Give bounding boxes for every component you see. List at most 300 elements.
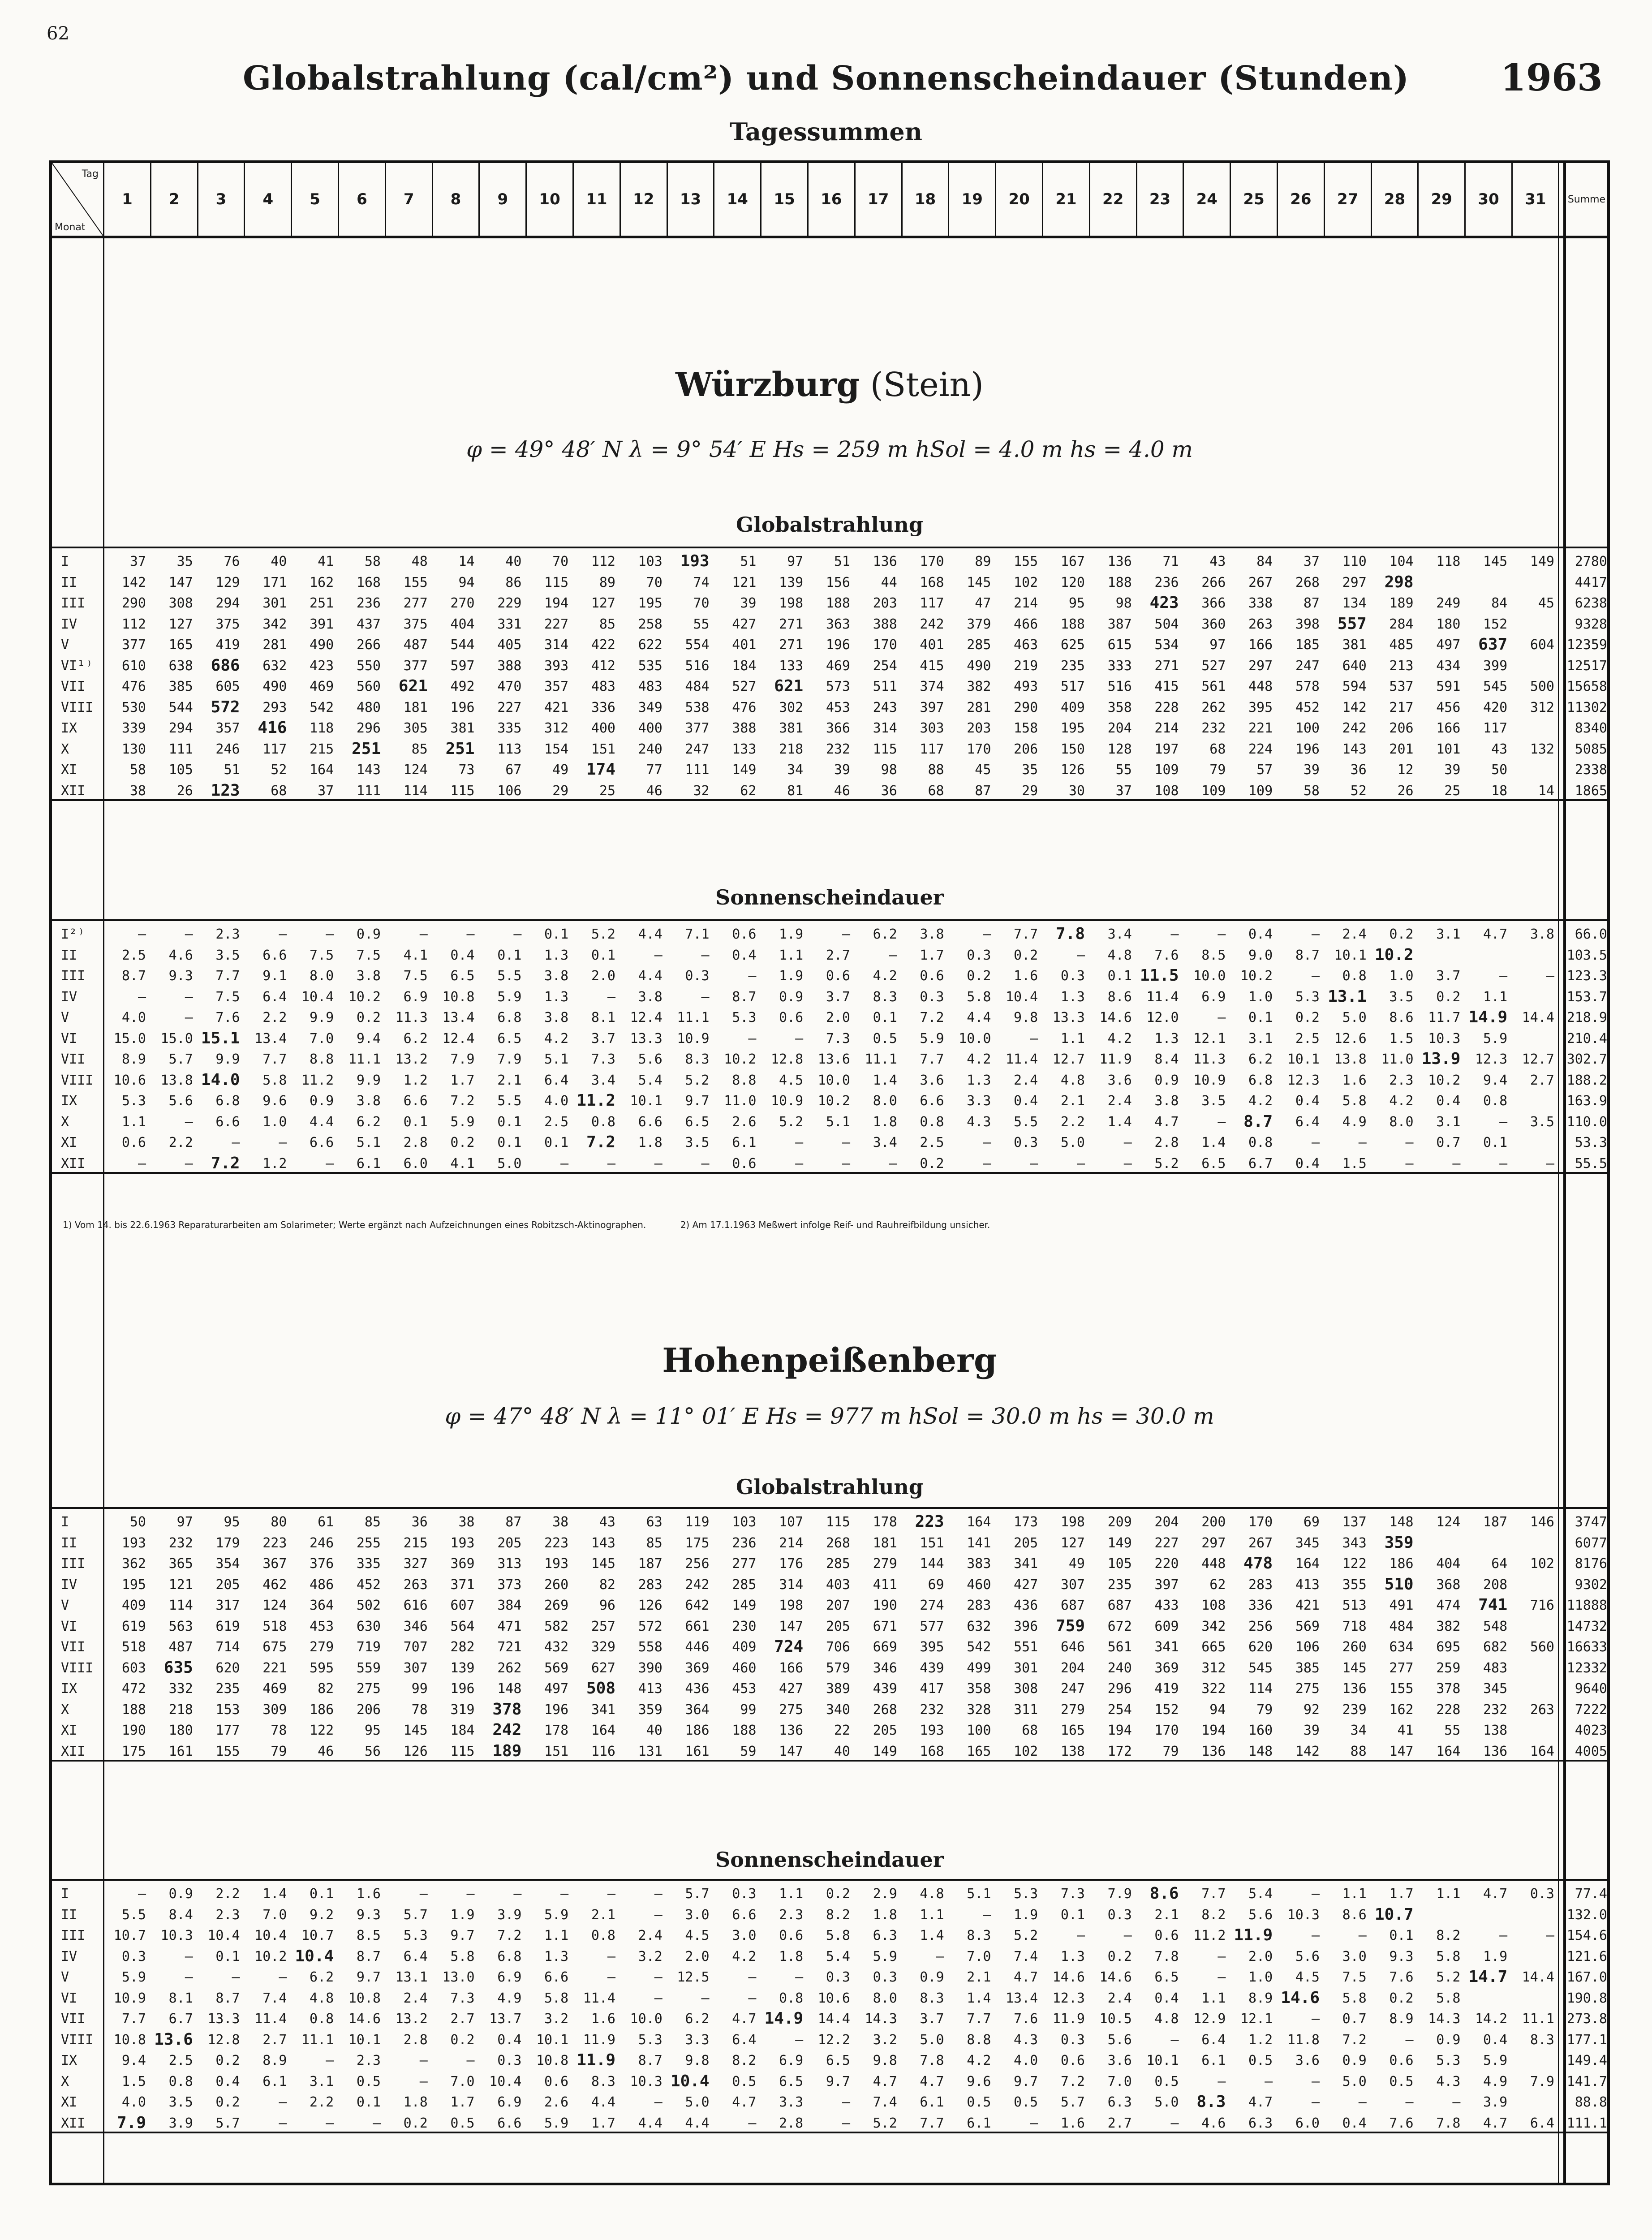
table-row [52,781,1607,802]
table-cell: 219 [1014,658,1038,674]
table-cell: 103 [638,554,663,569]
table-cell: 0.2 [920,1155,944,1172]
table-cell: 193 [544,1556,569,1572]
table-cell: 0.6 [1389,2053,1414,2068]
table-cell: 2.0 [685,1948,710,1964]
table-cell: 12.1 [1240,2011,1273,2027]
table-cell: 5.8 [1342,1093,1367,1109]
table-cell: 470 [497,679,522,694]
day-header-30: 30 [1464,163,1511,236]
table-cell: – [1076,1155,1085,1172]
table-cell: 11.2 [301,1072,334,1088]
table-cell: 196 [826,637,850,653]
table-cell: 170 [1154,1723,1179,1738]
table-cell: 616 [403,1598,428,1613]
table-cell: – [185,1114,193,1130]
table-cell: – [419,1886,428,1902]
table-cell: 283 [638,1577,663,1593]
table-cell: 162 [1389,1702,1414,1718]
table-cell: 0.3 [497,2053,522,2068]
table-cell: 6.5 [685,1114,710,1130]
table-cell: 4.1 [403,947,428,963]
global-table [52,547,1607,801]
table-cell: 185 [1295,637,1320,653]
table-cell: 308 [168,595,193,611]
table-cell: 68 [928,783,944,799]
table-cell: 0.1 [1248,1010,1273,1025]
table-cell: 5.0 [1342,2073,1367,2089]
table-cell: 6.9 [1201,989,1226,1005]
table-cell: 7.9 [497,1051,522,1067]
table-cell: 69 [1303,1514,1320,1530]
table-cell: 45 [1538,595,1554,611]
table-cell: 382 [1436,1618,1461,1634]
table-cell: 564 [450,1618,475,1634]
table-row [52,635,1607,656]
table-cell: 1.3 [544,947,569,963]
table-cell: – [1546,1928,1554,1943]
table-cell: 5.9 [544,2115,569,2131]
table-cell: – [185,989,193,1005]
row-summe: 88.8 [1575,2094,1607,2110]
table-cell: 138 [1483,1723,1508,1738]
table-cell: 5.4 [638,1072,663,1088]
table-cell: 8.4 [1154,1051,1179,1067]
table-cell: 1.9 [1483,1948,1508,1964]
table-cell: 346 [873,1660,897,1676]
table-cell: 3.2 [638,1948,663,1964]
table-cell: 6.2 [685,2011,710,2027]
table-cell: 10.4 [670,2072,710,2090]
table-cell: 401 [920,637,944,653]
table-cell: 1.7 [450,2094,475,2110]
month-label: VII [61,679,86,694]
table-cell: – [1170,926,1179,942]
table-cell: – [748,1030,757,1047]
table-cell: 686 [211,656,240,675]
table-cell: 434 [1436,658,1461,674]
table-cell: 504 [1154,616,1179,632]
table-cell: 400 [638,720,663,736]
table-cell: 382 [967,679,991,694]
table-cell: 71 [1162,554,1179,569]
table-row [52,552,1607,573]
table-cell: 0.3 [967,947,991,963]
table-cell: 52 [1350,783,1367,799]
table-cell: 5.9 [1483,1030,1508,1047]
table-cell: 510 [1384,1575,1414,1594]
month-label: VIII [61,2032,94,2048]
table-cell: 215 [403,1535,428,1551]
table-cell: 0.6 [732,1155,757,1172]
table-cell: 2.1 [1154,1907,1179,1923]
table-cell: 6.3 [1107,2094,1132,2110]
table-cell: 335 [356,1556,381,1572]
table-cell: 259 [1436,1660,1461,1676]
table-cell: 263 [403,1577,428,1593]
table-cell: 419 [1154,1681,1179,1697]
table-cell: 369 [685,1660,710,1676]
table-cell: 7.5 [310,947,334,963]
table-cell: 1.3 [1060,1948,1085,1964]
table-cell: 62 [1209,1577,1226,1593]
table-cell: 5.9 [450,1114,475,1130]
table-cell: – [1358,1928,1367,1943]
table-cell: 483 [638,679,663,694]
table-cell: 453 [826,699,850,715]
table-cell: 6.4 [732,2032,757,2048]
table-cell: 7.0 [262,1907,287,1923]
table-cell: 9.3 [1389,1948,1414,1964]
table-cell: 542 [967,1639,991,1655]
table-cell: 8.5 [1201,947,1226,963]
table-cell: 4.9 [1483,2073,1508,2089]
table-cell: 277 [1389,1660,1414,1676]
table-cell: 281 [262,637,287,653]
table-cell: 5.7 [215,2115,240,2131]
table-cell: – [1546,968,1554,984]
table-cell: – [748,1969,757,1985]
table-row [52,1154,1607,1175]
row-summe: 53.3 [1575,1135,1607,1150]
table-cell: 154 [544,741,569,757]
table-cell: 1.7 [450,1072,475,1088]
table-cell: 117 [262,741,287,757]
table-cell: – [607,1969,615,1985]
table-cell: 193 [450,1535,475,1551]
table-cell: 8.8 [967,2032,991,2048]
table-cell: 4.8 [1107,947,1132,963]
table-cell: 312 [1201,1660,1226,1676]
table-cell: 627 [591,1660,615,1676]
table-cell: 3.8 [544,1010,569,1025]
table-cell: 8.7 [1243,1112,1273,1131]
table-cell: 79 [1209,762,1226,778]
table-cell: 58 [129,762,146,778]
table-row [52,1926,1607,1947]
table-cell: 389 [826,1681,850,1697]
table-cell: 294 [168,720,193,736]
table-cell: 3.8 [356,968,381,984]
row-summe: 3747 [1575,1514,1607,1530]
table-cell: 1.5 [121,2073,146,2089]
table-cell: 5.9 [920,1030,944,1047]
table-row [52,719,1607,739]
table-cell: 332 [168,1681,193,1697]
table-cell: 187 [638,1556,663,1572]
row-summe: 14732 [1566,1618,1607,1634]
table-cell: 7.7 [920,1051,944,1067]
table-cell: 10.0 [959,1030,991,1047]
table-cell: 240 [638,741,663,757]
table-cell: 147 [779,1618,804,1634]
table-cell: 0.4 [1295,1093,1320,1109]
table-cell: 314 [544,637,569,653]
table-cell: 268 [1295,574,1320,590]
table-cell: 205 [873,1723,897,1738]
table-cell: 436 [1014,1598,1038,1613]
table-cell: 388 [732,720,757,736]
table-cell: – [1405,1135,1414,1150]
table-cell: 384 [497,1598,522,1613]
table-cell: 5.0 [1154,2094,1179,2110]
table-cell: 9.3 [356,1907,381,1923]
table-cell: 70 [646,574,663,590]
table-cell: 209 [1107,1514,1132,1530]
table-cell: 149 [732,762,757,778]
table-cell: – [654,1155,663,1172]
table-cell: 385 [168,679,193,694]
table-cell: – [1076,1928,1085,1943]
table-cell: 560 [1530,1639,1554,1655]
month-label: XII [61,783,86,799]
table-cell: 166 [779,1660,804,1676]
table-cell: 82 [599,1577,615,1593]
table-cell: – [654,947,663,963]
table-cell: 4.7 [873,2073,897,2089]
table-cell: 2.3 [215,1907,240,1923]
table-cell: 3.3 [685,2032,710,2048]
table-cell: 460 [732,1660,757,1676]
table-cell: 6.6 [215,1114,240,1130]
table-cell: 87 [975,783,991,799]
table-cell: – [983,1907,991,1923]
table-cell: 671 [873,1618,897,1634]
table-cell: 10.2 [254,1948,287,1964]
table-cell: 2.7 [1530,1072,1554,1088]
table-cell: 132 [1530,741,1554,757]
row-summe: 9328 [1575,616,1607,632]
table-cell: 1.4 [1201,1135,1226,1150]
table-cell: 116 [591,1743,615,1759]
table-cell: 0.2 [1436,989,1461,1005]
table-cell: 8.7 [121,968,146,984]
table-cell: 3.1 [1436,926,1461,942]
month-label: VI [61,1030,77,1047]
table-cell: 8.3 [920,1990,944,2006]
table-cell: 721 [497,1639,522,1655]
table-cell: 3.5 [685,1135,710,1150]
table-row [52,1554,1607,1575]
table-cell: 374 [920,679,944,694]
table-cell: 10.2 [348,989,381,1005]
table-cell: 307 [403,1660,428,1676]
table-cell: – [1123,1135,1132,1150]
table-cell: 37 [1115,783,1132,799]
table-cell: – [607,989,615,1005]
table-cell: 630 [356,1618,381,1634]
table-cell: 0.6 [779,1928,804,1943]
table-cell: 0.7 [1436,1135,1461,1150]
row-summe: 9302 [1575,1577,1607,1593]
table-cell: 297 [1342,574,1367,590]
table-cell: 8.3 [967,1928,991,1943]
table-cell: 357 [215,720,240,736]
table-cell: 162 [310,574,334,590]
table-cell: 195 [638,595,663,611]
table-cell: 277 [732,1556,757,1572]
table-cell: 267 [1248,574,1273,590]
table-cell: 2.8 [1154,1135,1179,1150]
table-cell: 3.8 [1530,926,1554,942]
table-cell: 3.0 [732,1928,757,1943]
table-cell: – [1405,2032,1414,2048]
table-cell: 2.5 [168,2053,193,2068]
month-label: VII [61,1639,86,1655]
table-cell: 247 [1295,658,1320,674]
table-cell: 0.1 [544,926,569,942]
station-coordinates: φ = 47° 48′ N λ = 11° 01′ E Hs = 977 m hSol = 30.0 m hs = 30.0 m [445,1403,1214,1429]
table-cell: 10.7 [301,1928,334,1943]
table-cell: 168 [356,574,381,590]
table-cell: 4.5 [1295,1969,1320,1985]
table-cell: 6.5 [450,968,475,984]
row-summe: 132.0 [1566,1907,1607,1923]
table-cell: 143 [591,1535,615,1551]
table-cell: 6.4 [1295,1114,1320,1130]
table-cell: 360 [1201,616,1226,632]
table-cell: 112 [591,554,615,569]
table-cell: 328 [967,1702,991,1718]
table-cell: 0.7 [1342,2011,1367,2027]
table-cell: 0.3 [1530,1886,1554,1902]
table-cell: 130 [121,741,146,757]
table-cell: 129 [215,574,240,590]
row-summe: 4005 [1575,1743,1607,1759]
row-summe: 190.8 [1566,1990,1607,2006]
table-cell: 0.1 [591,947,615,963]
table-cell: 2.7 [450,2011,475,2027]
table-cell: 10.1 [536,2032,569,2048]
table-cell: 345 [1295,1535,1320,1551]
table-cell: 7.3 [591,1051,615,1067]
table-cell: 186 [1389,1556,1414,1572]
table-cell: 1.6 [1014,968,1038,984]
table-cell: 8.2 [1436,1928,1461,1943]
table-cell: 232 [1201,720,1226,736]
table-cell: 365 [168,1556,193,1572]
table-cell: 2.5 [544,1114,569,1130]
row-summe: 177.1 [1566,2032,1607,2048]
table-cell: 9.0 [1248,947,1273,963]
table-cell: 106 [497,783,522,799]
table-cell: 513 [1342,1598,1367,1613]
month-label: I [61,554,69,569]
table-cell: 235 [1060,658,1085,674]
table-cell: 396 [1014,1618,1038,1634]
table-cell: 354 [215,1556,240,1572]
table-cell: 2.0 [1248,1948,1273,1964]
table-cell: 9.6 [262,1093,287,1109]
table-cell: 150 [1060,741,1085,757]
table-cell: – [936,1948,944,1964]
table-cell: 47 [975,595,991,611]
table-cell: 11.1 [348,1051,381,1067]
day-header-13: 13 [667,163,714,236]
table-cell: 215 [310,741,334,757]
table-cell: 5.8 [262,1072,287,1088]
table-cell: 5.0 [1342,1010,1367,1025]
table-cell: 136 [1483,1743,1508,1759]
month-label: II [61,1535,77,1551]
table-cell: 4.1 [450,1155,475,1172]
table-cell: 0.6 [121,1135,146,1150]
row-summe: 16633 [1566,1639,1607,1655]
table-cell: 26 [176,783,193,799]
table-cell: 1.9 [779,968,804,984]
table-cell: 10.0 [630,2011,663,2027]
table-cell: 190 [873,1598,897,1613]
table-cell: 46 [318,1743,334,1759]
table-cell: – [1311,2094,1320,2110]
table-cell: 695 [1436,1639,1461,1655]
table-cell: 193 [920,1723,944,1738]
table-cell: 10.9 [113,1990,146,2006]
station-name-main: Würzburg [675,366,860,404]
sunshine-table [52,919,1607,1174]
table-cell: 4.8 [1060,1072,1085,1088]
table-row [52,1905,1607,1926]
table-cell: – [466,1886,475,1902]
table-cell: 4.3 [1014,2032,1038,2048]
table-cell: 12.1 [1193,1030,1226,1047]
table-cell: 331 [497,616,522,632]
table-cell: 11.0 [724,1093,757,1109]
table-cell: 5.1 [544,1051,569,1067]
table-cell: 2.4 [1107,1990,1132,2006]
table-cell: 0.5 [450,2115,475,2131]
table-cell: 122 [1342,1556,1367,1572]
footnotes [63,1219,1021,1230]
table-cell: 284 [1389,616,1414,632]
table-cell: – [232,1135,240,1150]
row-summe: 141.7 [1566,2073,1607,2089]
table-cell: 10.4 [1005,989,1038,1005]
table-cell: 366 [1201,595,1226,611]
table-cell: 597 [450,658,475,674]
table-cell: 487 [403,637,428,653]
table-cell: 193 [680,552,710,570]
table-cell: 14.2 [1475,2011,1508,2027]
table-cell: 6.2 [403,1030,428,1047]
table-cell: 4.7 [1483,926,1508,942]
table-cell: 10.3 [1287,1907,1320,1923]
table-cell: 255 [356,1535,381,1551]
table-cell: 5.0 [497,1155,522,1172]
table-cell: 0.9 [1154,1072,1179,1088]
table-cell: 6.2 [873,926,897,942]
table-cell: 178 [873,1514,897,1530]
table-cell: 14.6 [1052,1969,1085,1985]
table-cell: 114 [1248,1681,1273,1697]
table-cell: 43 [599,1514,615,1530]
table-cell: 322 [1201,1681,1226,1697]
table-cell: 7.3 [1060,1886,1085,1902]
table-cell: 171 [262,574,287,590]
table-cell: 227 [544,616,569,632]
table-cell: 379 [967,616,991,632]
table-cell: 46 [834,783,850,799]
table-cell: 10.4 [207,1928,240,1943]
table-cell: 188 [121,1702,146,1718]
table-cell: 619 [215,1618,240,1634]
table-cell: – [1265,2073,1273,2089]
table-cell: 0.5 [873,1030,897,1047]
table-cell: 5.3 [1436,2053,1461,2068]
table-cell: 128 [1107,741,1132,757]
table-cell: – [513,1886,522,1902]
table-cell: 357 [544,679,569,694]
